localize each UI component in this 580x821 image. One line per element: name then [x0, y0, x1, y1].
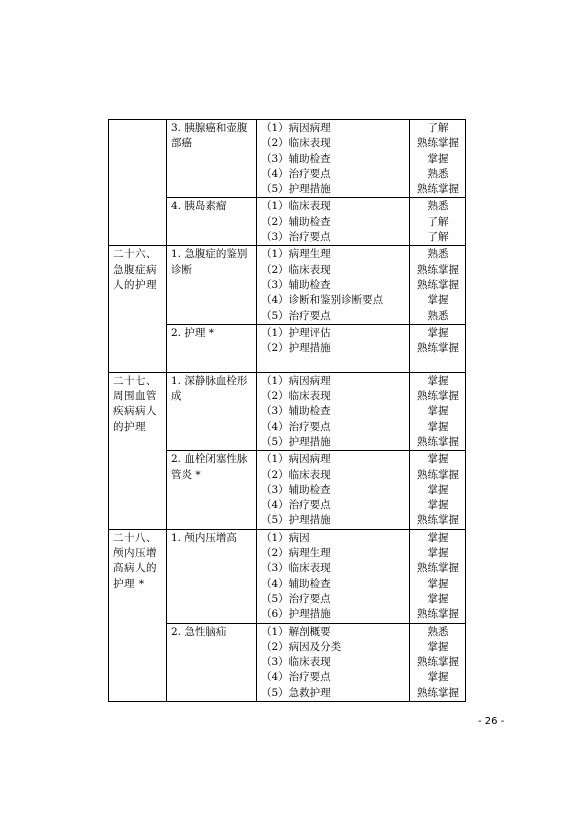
- section-title-cell: 二十八、颅内压增高病人的护理 *: [109, 529, 167, 701]
- requirement-level: 熟练掌握: [417, 435, 459, 448]
- content-item: （2）临床表现: [261, 468, 331, 481]
- requirement-levels-cell: [410, 324, 466, 372]
- requirement-level: 熟练掌握: [417, 656, 459, 669]
- subsection-title-cell: 1. 急腹症的鉴别诊断: [167, 246, 257, 324]
- section-title-cell: 二十六、急腹症病人的护理: [109, 246, 167, 372]
- subsection-title-cell: 2. 护理 *: [167, 324, 257, 372]
- content-item: （5）护理措施: [261, 514, 331, 527]
- content-item: （2）病理生理: [261, 547, 331, 560]
- requirement-level: 掌握: [427, 420, 449, 433]
- content-item: （3）辅助检查: [261, 405, 331, 418]
- content-item: （6）护理措施: [261, 608, 331, 621]
- requirement-level: 掌握: [427, 531, 449, 544]
- content-item: （3）辅助检查: [261, 278, 331, 291]
- requirement-level: 掌握: [427, 671, 449, 684]
- requirement-level: 熟练掌握: [417, 278, 459, 291]
- content-items-cell: [257, 623, 410, 701]
- requirement-level: 掌握: [427, 547, 449, 560]
- content-item: （1）病因: [261, 531, 310, 544]
- table-row: [109, 529, 466, 623]
- subsection-title-cell: 2. 急性脑疝: [167, 623, 257, 701]
- requirement-level: 掌握: [427, 577, 449, 590]
- requirement-levels-cell: [410, 120, 466, 198]
- content-items-cell: [257, 372, 410, 450]
- requirement-level: 了解: [427, 215, 449, 228]
- content-item: （2）病因及分类: [261, 640, 342, 653]
- requirement-level: 熟悉: [427, 248, 449, 261]
- content-items-cell: [257, 198, 410, 246]
- requirement-level: 掌握: [427, 326, 449, 339]
- requirement-level: 熟练掌握: [417, 468, 459, 481]
- content-items-cell: [257, 120, 410, 198]
- content-item: （3）临床表现: [261, 656, 331, 669]
- requirement-level: 了解: [427, 122, 449, 134]
- requirement-levels-cell: [410, 529, 466, 623]
- content-item: （4）治疗要点: [261, 420, 331, 433]
- requirement-level: 熟悉: [427, 167, 449, 180]
- requirement-levels-cell: [410, 451, 466, 529]
- requirement-level: 熟练掌握: [417, 342, 459, 355]
- requirement-level: 熟练掌握: [417, 562, 459, 575]
- subsection-title-cell: 1. 深静脉血栓形成: [167, 372, 257, 450]
- requirement-level: 熟练掌握: [417, 608, 459, 621]
- section-title-cell: 二十七、周围血管疾病病人的护理: [109, 372, 167, 529]
- content-items-cell: [257, 529, 410, 623]
- syllabus-table-body: [109, 120, 466, 702]
- syllabus-table: [108, 119, 466, 702]
- content-item: （5）护理措施: [261, 183, 331, 196]
- requirement-levels-cell: [410, 198, 466, 246]
- content-item: （1）病因病理: [261, 122, 331, 134]
- table-row: [109, 372, 466, 450]
- content-item: （2）辅助检查: [261, 215, 331, 228]
- content-item: （4）辅助检查: [261, 577, 331, 590]
- subsection-title-cell: 1. 颅内压增高: [167, 529, 257, 623]
- requirement-levels-cell: [410, 623, 466, 701]
- table-row: [109, 246, 466, 324]
- requirement-level: 了解: [427, 231, 449, 244]
- content-items-cell: [257, 246, 410, 324]
- requirement-level: 掌握: [427, 152, 449, 165]
- content-item: （1）病因病理: [261, 453, 331, 466]
- content-item: （3）辅助检查: [261, 483, 331, 496]
- requirement-level: 掌握: [427, 483, 449, 496]
- content-item: （2）临床表现: [261, 263, 331, 276]
- content-item: （2）护理措施: [261, 342, 331, 355]
- requirement-level: 掌握: [427, 453, 449, 466]
- subsection-title-cell: 2. 血栓闭塞性脉管炎 *: [167, 451, 257, 529]
- content-item: （4）治疗要点: [261, 499, 331, 512]
- requirement-level: 熟悉: [427, 625, 449, 638]
- subsection-title-cell: 4. 胰岛素瘤: [167, 198, 257, 246]
- content-item: （5）急救护理: [261, 686, 331, 699]
- content-item: （2）临床表现: [261, 137, 331, 150]
- requirement-level: 掌握: [427, 405, 449, 418]
- content-item: （2）临床表现: [261, 390, 331, 403]
- requirement-level: 掌握: [427, 640, 449, 653]
- subsection-title-cell: 3. 胰腺癌和壶腹部癌: [167, 120, 257, 198]
- requirement-level: 掌握: [427, 592, 449, 605]
- content-item: （1）解剖概要: [261, 625, 331, 638]
- content-item: （5）治疗要点: [261, 309, 331, 322]
- requirement-level: 熟练掌握: [417, 390, 459, 403]
- requirement-level: 熟练掌握: [417, 137, 459, 150]
- content-item: （4）治疗要点: [261, 671, 331, 684]
- content-item: （1）病因病理: [261, 374, 331, 387]
- content-item: （3）临床表现: [261, 562, 331, 575]
- content-item: （3）治疗要点: [261, 231, 331, 244]
- section-title-cell: [109, 120, 167, 246]
- blank-line: [261, 356, 406, 371]
- table-row: [109, 120, 466, 198]
- requirement-levels-cell: [410, 372, 466, 450]
- requirement-levels-cell: [410, 246, 466, 324]
- requirement-level: 掌握: [427, 499, 449, 512]
- requirement-level: 熟练掌握: [417, 686, 459, 699]
- requirement-level: 熟悉: [427, 309, 449, 322]
- requirement-level: 熟悉: [427, 200, 449, 213]
- content-item: （1）病理生理: [261, 248, 331, 261]
- requirement-level: 熟练掌握: [417, 263, 459, 276]
- requirement-level: 掌握: [427, 374, 449, 387]
- content-items-cell: [257, 324, 410, 372]
- content-item: （5）护理措施: [261, 435, 331, 448]
- content-item: （1）临床表现: [261, 200, 331, 213]
- requirement-level: 熟练掌握: [417, 183, 459, 196]
- content-item: （3）辅助检查: [261, 152, 331, 165]
- requirement-level: 掌握: [427, 294, 449, 307]
- requirement-level: 熟练掌握: [417, 514, 459, 527]
- content-item: （5）治疗要点: [261, 592, 331, 605]
- content-item: （4）诊断和鉴别诊断要点: [261, 294, 384, 307]
- content-item: （1）护理评估: [261, 326, 331, 339]
- content-items-cell: [257, 451, 410, 529]
- content-item: （4）治疗要点: [261, 167, 331, 180]
- page-number: - 26 -: [478, 716, 505, 727]
